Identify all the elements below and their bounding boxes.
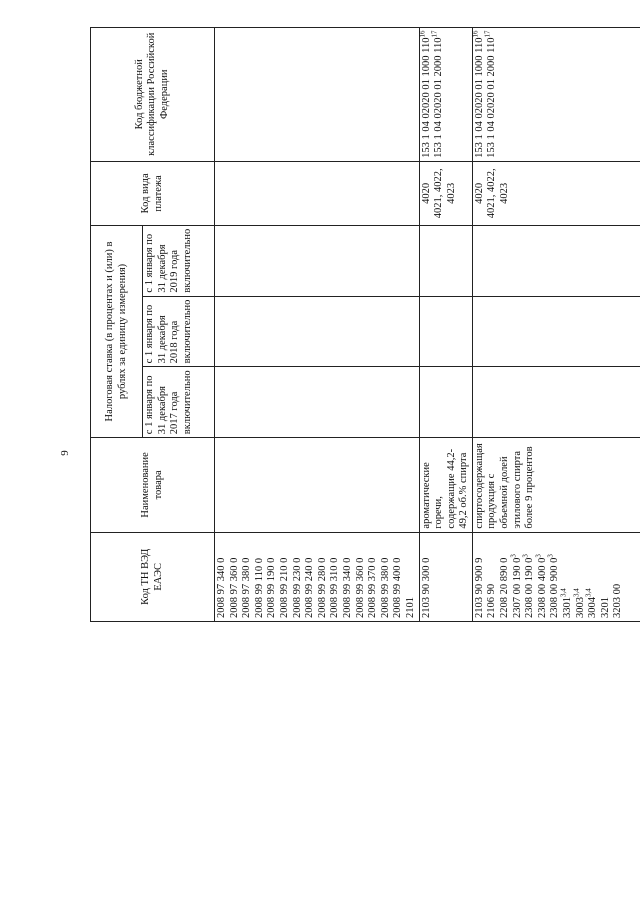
tn-code: 3203 00 [612,583,624,618]
tn-code: 2008 99 310 0 [329,557,341,618]
header-rate-group: Налоговая ставка (в процентах и (или) в рублях за единицу измерения) [91,225,143,437]
tn-code: 2008 99 400 0 [392,557,404,618]
cell-rate [215,296,420,367]
tn-code: 2208 20 890 0 [499,557,511,618]
tn-code: 2008 99 370 0 [367,557,379,618]
tn-code: 3003$^{3,4}$ [572,588,586,618]
header-payment-type: Код вида платежа [91,161,215,225]
tn-code: 2106 90 [486,583,498,618]
tn-code: 3301$^{3,4}$ [559,588,574,618]
tn-code: 2008 99 190 0 [266,557,278,618]
tn-code: 2103 90 900 9 [473,557,485,618]
kbk-code: 153 1 04 02020 01 1000 $110^{16}$ [418,30,432,158]
cell-rate [215,225,420,296]
payment-code: 4020 [420,182,432,204]
cell-rate [472,367,640,438]
cell-rate [215,367,420,438]
tax-rate-table [90,0,640,622]
cell-codes [472,532,640,621]
table-body [215,0,640,622]
kbk-code: 153 1 04 02020 01 2000 $110^{17}$ [430,30,445,158]
header-name: Наименование товара [91,438,215,532]
tn-code: 2008 99 280 0 [316,557,328,618]
cell-name: спиртосодержащая продукция с объемной долей этилового спирта более 9 процентов [472,438,640,532]
cell-rate [472,296,640,367]
tn-code: 2308 00 400 $0^3$ [534,554,548,618]
header-rate-2019: с 1 января по 31 декабря 2019 года включительно [143,225,215,296]
cell-kbk [215,27,420,161]
tn-code: 2008 99 360 0 [354,557,366,618]
cell-payment-type [215,161,420,225]
cell-rate [472,225,640,296]
cell-payment-type [419,161,472,225]
table-row [215,0,420,622]
payment-code: 4021, 4022, 4023 [433,168,457,219]
page-content [90,30,640,870]
cell-rate [419,225,472,296]
cell-kbk [472,27,640,161]
tn-code: 2308 00 900 $0^3$ [546,554,561,618]
tn-code: 2008 97 380 0 [241,557,253,618]
tn-code: 2008 97 340 0 [216,557,227,618]
cell-codes [215,532,420,621]
cell-payment-type [472,161,640,225]
tn-code: 2008 99 340 0 [341,557,353,618]
tn-code: 2008 99 230 0 [291,557,303,618]
page-number: 9 [58,450,71,456]
tn-code: 2103 90 300 0 [420,557,432,618]
tn-code: 2008 97 360 0 [228,557,240,618]
payment-code: 4020 [473,182,485,204]
tn-code: 2308 00 190 $0^3$ [521,554,536,618]
header-kbk: Код бюджетной классификации Российской Федерации [91,27,215,161]
cell-name: ароматические горечи, содержащие 44,2-49,2 об.% спирта [419,438,472,532]
header-code-tn: Код ТН ВЭД ЕАЭС [91,532,215,621]
cell-kbk [419,27,472,161]
tn-code: 2008 99 110 0 [253,558,265,618]
header-rate-2018: с 1 января по 31 декабря 2018 года включительно [143,296,215,367]
tn-code: 2008 99 380 0 [379,557,391,618]
table-row [419,0,472,622]
tn-code: 2008 99 240 0 [304,557,316,618]
cell-rate [419,296,472,367]
kbk-code: 153 1 04 02020 01 1000 $110^{16}$ [471,30,485,158]
table-row [472,0,640,622]
header-rate-2017: с 1 января по 31 декабря 2017 года включительно [143,367,215,438]
tn-code: 2307 00 190 $0^3$ [509,554,523,618]
tn-code: 3004$^{3,4}$ [584,588,599,618]
cell-rate [419,367,472,438]
cell-name [215,438,420,532]
kbk-code: 153 1 04 02020 01 2000 $110^{17}$ [483,30,498,158]
cell-codes [419,532,472,621]
tn-code: 2008 99 210 0 [278,557,290,618]
payment-code: 4021, 4022, 4023 [486,168,511,219]
tn-code: 3201 [599,597,611,618]
tn-code: 2101 [404,597,416,618]
